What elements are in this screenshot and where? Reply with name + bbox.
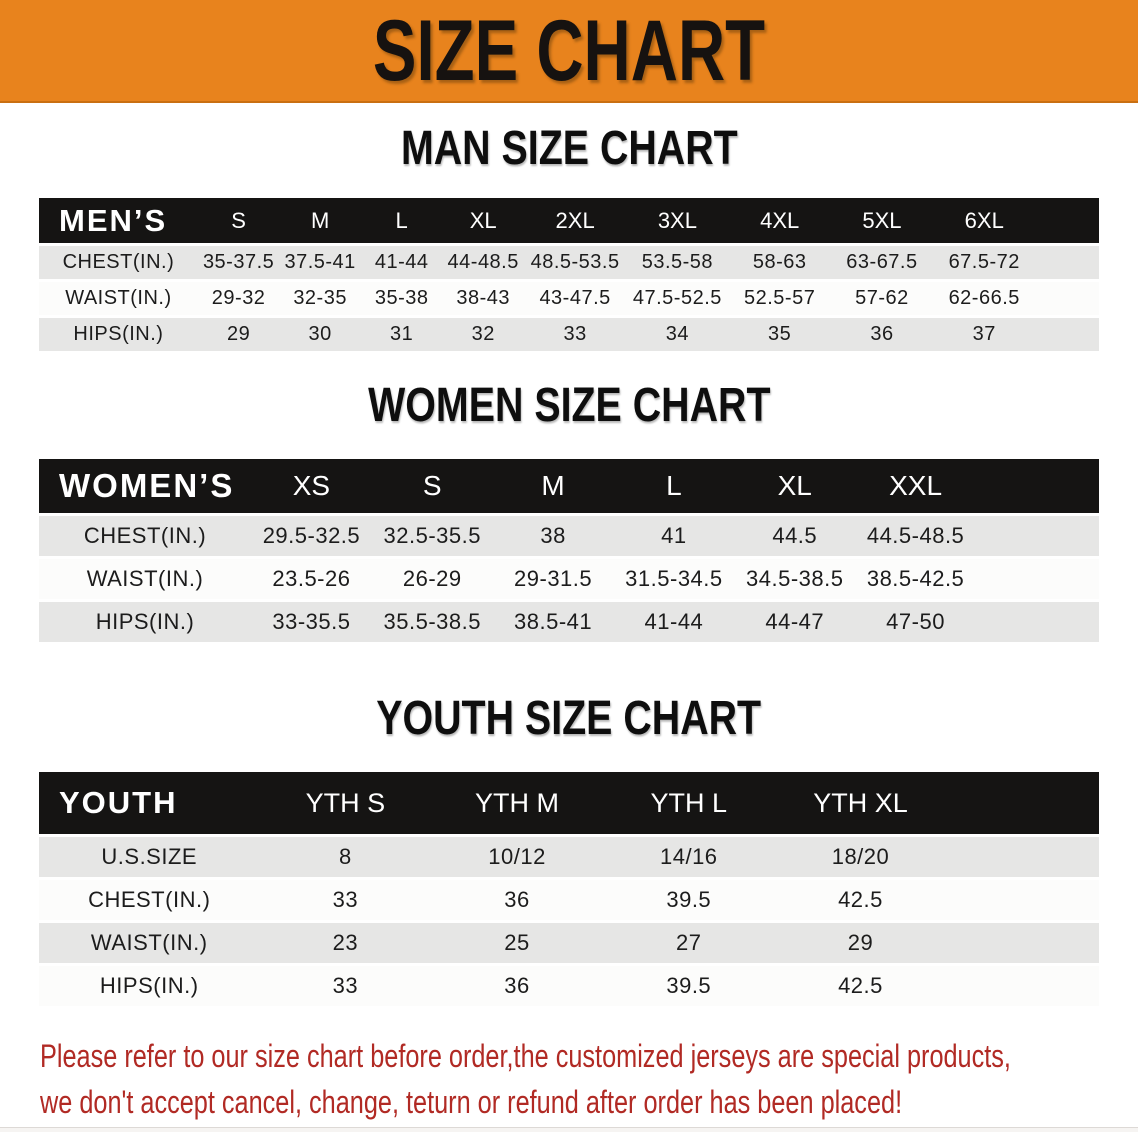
size-cell: 35.5-38.5	[372, 602, 493, 642]
size-cell: 36	[431, 880, 603, 920]
column-header: M	[279, 198, 361, 243]
table-row	[39, 602, 1099, 642]
size-cell: 30	[279, 318, 361, 351]
size-cell: 52.5-57	[729, 282, 831, 315]
size-cell: 63-67.5	[831, 246, 933, 279]
size-cell: 33	[259, 966, 431, 1006]
column-header: YTH L	[603, 772, 775, 834]
size-cell: 29.5-32.5	[251, 516, 372, 556]
size-cell: 10/12	[431, 837, 603, 877]
size-cell: 53.5-58	[626, 246, 728, 279]
size-cell: 35-38	[361, 282, 443, 315]
cell-filler	[946, 923, 1099, 963]
size-cell: 29	[198, 318, 280, 351]
disclaimer-line-1: Please refer to our size chart before order,the customized jerseys are special products,	[40, 1038, 1011, 1074]
size-cell: 38.5-42.5	[855, 559, 976, 599]
size-cell: 32-35	[279, 282, 361, 315]
size-cell: 18/20	[775, 837, 947, 877]
size-cell: 38-43	[442, 282, 524, 315]
row-label: HIPS(IN.)	[39, 602, 251, 642]
size-cell: 47.5-52.5	[626, 282, 728, 315]
size-cell: 44.5-48.5	[855, 516, 976, 556]
header-row	[39, 772, 1099, 834]
table-row	[39, 246, 1099, 279]
size-cell: 29	[775, 923, 947, 963]
cell-filler	[1035, 246, 1099, 279]
table-title: YOUTH	[39, 772, 259, 834]
table-row	[39, 837, 1099, 877]
size-cell: 35	[729, 318, 831, 351]
column-header: 2XL	[524, 198, 626, 243]
size-cell: 33	[524, 318, 626, 351]
size-cell: 41-44	[614, 602, 735, 642]
row-label: CHEST(IN.)	[39, 246, 198, 279]
header-filler	[946, 772, 1099, 834]
column-header: XL	[442, 198, 524, 243]
column-header: XL	[734, 459, 855, 513]
size-cell: 36	[431, 966, 603, 1006]
header-row	[39, 198, 1099, 243]
column-header: XS	[251, 459, 372, 513]
column-header: S	[372, 459, 493, 513]
size-cell: 27	[603, 923, 775, 963]
table-row	[39, 923, 1099, 963]
size-cell: 34.5-38.5	[734, 559, 855, 599]
column-header: 6XL	[933, 198, 1035, 243]
cell-filler	[946, 966, 1099, 1006]
cell-filler	[1035, 282, 1099, 315]
cell-filler	[946, 880, 1099, 920]
size-cell: 58-63	[729, 246, 831, 279]
row-label: WAIST(IN.)	[39, 282, 198, 315]
size-cell: 35-37.5	[198, 246, 280, 279]
size-cell: 36	[831, 318, 933, 351]
table-row	[39, 516, 1099, 556]
size-cell: 8	[259, 837, 431, 877]
size-cell: 44-47	[734, 602, 855, 642]
column-header: M	[493, 459, 614, 513]
table-title: WOMEN’S	[39, 459, 251, 513]
cell-filler	[976, 516, 1099, 556]
cell-filler	[946, 837, 1099, 877]
size-cell: 33	[259, 880, 431, 920]
size-cell: 34	[626, 318, 728, 351]
size-cell: 44.5	[734, 516, 855, 556]
size-cell: 29-31.5	[493, 559, 614, 599]
size-cell: 39.5	[603, 966, 775, 1006]
size-cell: 14/16	[603, 837, 775, 877]
size-cell: 44-48.5	[442, 246, 524, 279]
column-header: 3XL	[626, 198, 728, 243]
table-row	[39, 559, 1099, 599]
disclaimer-line-2: we don't accept cancel, change, teturn or refund after order has been placed!	[40, 1084, 903, 1120]
women-size-table	[39, 456, 1099, 645]
column-header: YTH XL	[775, 772, 947, 834]
size-cell: 26-29	[372, 559, 493, 599]
size-cell: 29-32	[198, 282, 280, 315]
size-cell: 23.5-26	[251, 559, 372, 599]
women-size-chart-heading	[0, 380, 1138, 432]
youth-size-chart-section	[0, 693, 1138, 1009]
size-cell: 31.5-34.5	[614, 559, 735, 599]
size-cell: 33-35.5	[251, 602, 372, 642]
size-cell: 38	[493, 516, 614, 556]
table-row	[39, 966, 1099, 1006]
size-cell: 23	[259, 923, 431, 963]
column-header: YTH S	[259, 772, 431, 834]
size-cell: 41-44	[361, 246, 443, 279]
row-label: WAIST(IN.)	[39, 559, 251, 599]
size-cell: 42.5	[775, 880, 947, 920]
column-header: YTH M	[431, 772, 603, 834]
size-cell: 37	[933, 318, 1035, 351]
size-cell: 42.5	[775, 966, 947, 1006]
youth-size-chart-heading-text: YOUTH SIZE CHART	[376, 692, 762, 745]
page-title: SIZE CHART	[372, 2, 766, 99]
table-title: MEN’S	[39, 198, 198, 243]
column-header: 5XL	[831, 198, 933, 243]
header-filler	[976, 459, 1099, 513]
cell-filler	[976, 602, 1099, 642]
men-size-table	[39, 195, 1099, 354]
youth-size-chart-heading	[0, 693, 1138, 745]
size-cell: 41	[614, 516, 735, 556]
row-label: HIPS(IN.)	[39, 318, 198, 351]
row-label: HIPS(IN.)	[39, 966, 259, 1006]
size-cell: 48.5-53.5	[524, 246, 626, 279]
size-cell: 67.5-72	[933, 246, 1035, 279]
size-cell: 47-50	[855, 602, 976, 642]
size-cell: 32.5-35.5	[372, 516, 493, 556]
column-header: L	[614, 459, 735, 513]
row-label: CHEST(IN.)	[39, 516, 251, 556]
cell-filler	[1035, 318, 1099, 351]
column-header: XXL	[855, 459, 976, 513]
size-cell: 38.5-41	[493, 602, 614, 642]
youth-size-table	[39, 769, 1099, 1009]
size-cell: 31	[361, 318, 443, 351]
table-row	[39, 282, 1099, 315]
size-cell: 43-47.5	[524, 282, 626, 315]
man-size-chart-heading-text: MAN SIZE CHART	[400, 122, 738, 175]
banner	[0, 0, 1138, 103]
row-label: U.S.SIZE	[39, 837, 259, 877]
table-row	[39, 318, 1099, 351]
header-filler	[1035, 198, 1099, 243]
disclaimer	[40, 1033, 1138, 1125]
women-size-chart-heading-text: WOMEN SIZE CHART	[367, 379, 771, 432]
size-cell: 32	[442, 318, 524, 351]
size-cell: 62-66.5	[933, 282, 1035, 315]
size-cell: 57-62	[831, 282, 933, 315]
table-row	[39, 880, 1099, 920]
header-row	[39, 459, 1099, 513]
man-size-chart-section	[0, 123, 1138, 354]
row-label: CHEST(IN.)	[39, 880, 259, 920]
column-header: 4XL	[729, 198, 831, 243]
size-cell: 37.5-41	[279, 246, 361, 279]
women-size-chart-section	[0, 380, 1138, 645]
size-cell: 39.5	[603, 880, 775, 920]
size-cell: 25	[431, 923, 603, 963]
column-header: S	[198, 198, 280, 243]
bottom-strip	[0, 1127, 1138, 1132]
row-label: WAIST(IN.)	[39, 923, 259, 963]
cell-filler	[976, 559, 1099, 599]
man-size-chart-heading	[0, 123, 1138, 175]
column-header: L	[361, 198, 443, 243]
